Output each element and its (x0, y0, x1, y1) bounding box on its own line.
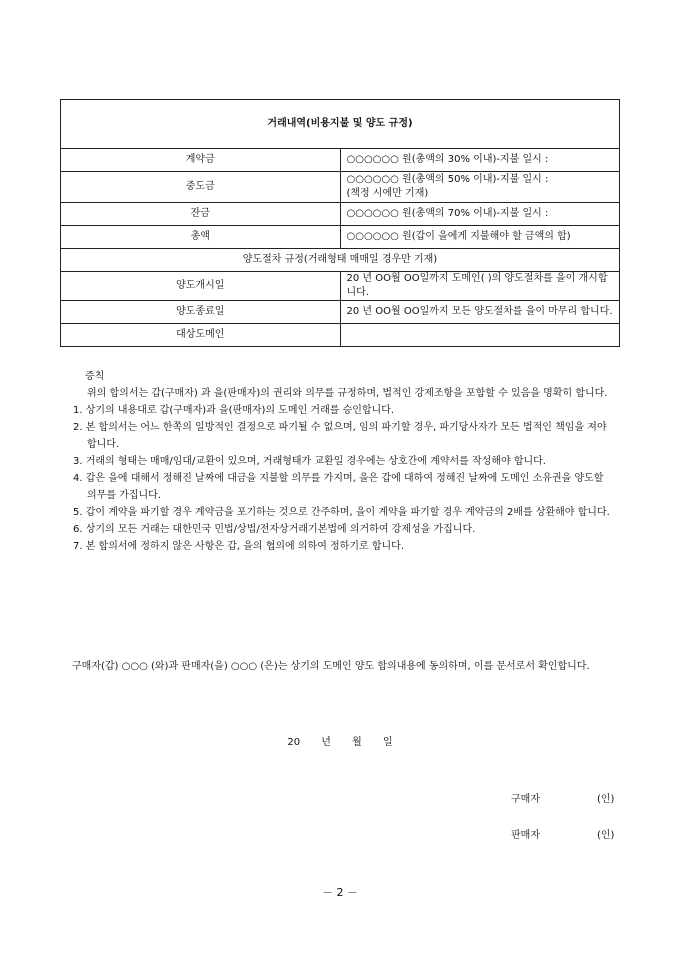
terms-list (73, 402, 613, 555)
buyer-label: 구매자 (511, 794, 540, 805)
row-value-interim (340, 172, 620, 203)
row-value-transfer-end: 20 년 OO월 OO일까지 모든 양도절차를 을이 마무리 합니다. (340, 301, 620, 324)
terms-item: 2. 본 합의서는 어느 한쪽의 일방적인 결정으로 파기될 수 없으며, 임의 파기할 경우, 파기당사자가 모든 법적인 책임을 져야 합니다. (73, 422, 607, 450)
terms-item: 3. 거래의 형태는 매매/임대/교환이 있으며, 거래형태가 교환일 경우에는 상호간에 계약서를 작성해야 합니다. (73, 456, 546, 467)
row-value-interim-line2: (책정 시에만 기재) (346, 188, 429, 199)
transaction-table (60, 99, 620, 347)
row-label-target-domain: 대상도메인 (61, 324, 341, 347)
terms-item: 1. 상기의 내용대로 갑(구매자)과 을(판매자)의 도메인 거래를 승인합니다. (73, 405, 395, 416)
row-label-transfer-end: 양도종료일 (61, 301, 341, 324)
row-label-balance: 잔금 (61, 203, 341, 226)
terms-intro: 위의 합의서는 갑(구매자) 과 을(판매자)의 권리와 의무를 규정하며, 법적인 강제조항을 포함할 수 있음을 명확히 합니다. (87, 388, 608, 399)
terms-heading: 증칙 (85, 371, 105, 382)
section2-title: 양도절차 규정(거래형태 매매일 경우만 기재) (61, 249, 620, 272)
signing-date: 20 년 월 일 (287, 737, 393, 748)
row-value-deposit: ○○○○○○ 원(총액의 30% 이내)-지불 일시 : (340, 149, 620, 172)
terms-section (73, 368, 613, 555)
row-label-deposit: 계약금 (61, 149, 341, 172)
terms-item: 4. 갑은 을에 대해서 정해진 날짜에 대금을 지불할 의무를 가지며, 을은 갑에 대하여 정해진 날짜에 도메인 소유권을 양도할 의무를 가집니다. (73, 473, 604, 501)
table-title: 거래내역(비용지불 및 양도 규정) (61, 100, 620, 149)
row-value-target-domain (340, 324, 620, 347)
closing-statement: 구매자(갑) ○○○ (와)과 판매자(을) ○○○ (은)는 상기의 도메인 양도 합의내용에 동의하며, 이를 문서로서 확인합니다. (72, 661, 590, 672)
row-value-total: ○○○○○○ 원(갑이 을에게 지불해야 할 금액의 합) (340, 226, 620, 249)
row-label-transfer-start: 양도개시일 (61, 272, 341, 301)
terms-item: 6. 상기의 모든 거래는 대한민국 민법/상법/전자상거래기본법에 의거하여 강제성을 가집니다. (73, 524, 476, 535)
page-number: － 2 － (322, 886, 358, 899)
terms-item: 7. 본 합의서에 정하지 않은 사항은 갑, 을의 협의에 의하여 정하기로 합니다. (73, 541, 405, 552)
row-label-interim: 중도금 (61, 172, 341, 203)
row-value-transfer-start: 20 년 OO월 OO일까지 도메인( )의 양도절차를 을이 개시합니다. (340, 272, 620, 301)
seller-label: 판매자 (511, 830, 540, 841)
terms-item: 5. 갑이 계약을 파기할 경우 계약금을 포기하는 것으로 간주하며, 을이 계약을 파기할 경우 계약금의 2배를 상환해야 합니다. (73, 507, 610, 518)
row-value-interim-line1: ○○○○○○ 원(총액의 50% 이내)-지불 일시 : (346, 174, 549, 185)
row-label-total: 총액 (61, 226, 341, 249)
seller-seal: (인) (597, 830, 615, 841)
buyer-seal: (인) (597, 794, 615, 805)
row-value-balance: ○○○○○○ 원(총액의 70% 이내)-지불 일시 : (340, 203, 620, 226)
